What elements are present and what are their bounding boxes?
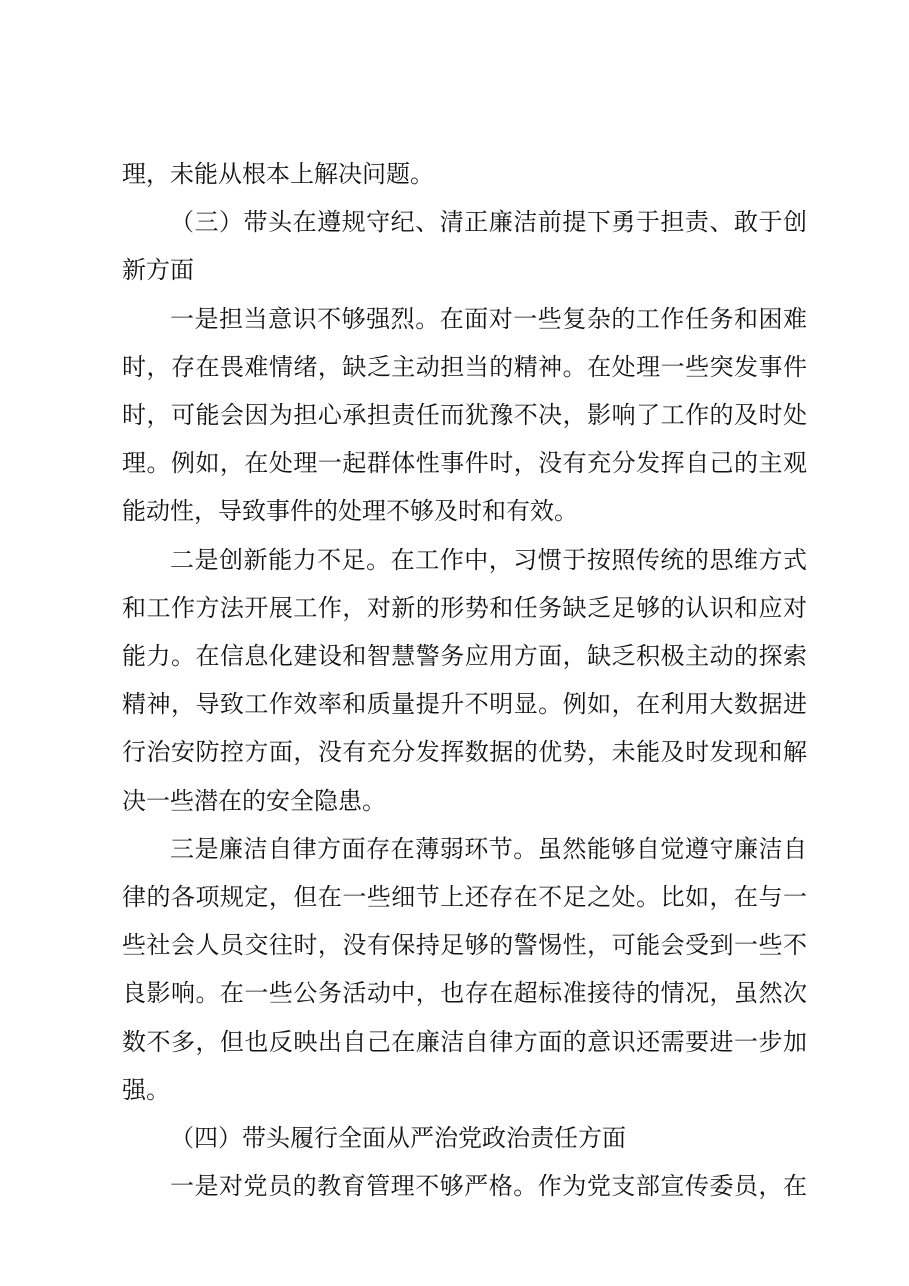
body-paragraph: 三是廉洁自律方面存在薄弱环节。虽然能够自觉遵守廉洁自律的各项规定，但在一些细节上还存在不足之处。比如，在与一些社会人员交往时，没有保持足够的警惕性，可能会受到一些不良影响。在一些公务活动中，也存在超标准接待的情况，虽然次数不多，但也反映出自己在廉洁自律方面的意识还需要进一步加强。 [122, 834, 807, 1104]
body-paragraph: 二是创新能力不足。在工作中，习惯于按照传统的思维方式和工作方法开展工作，对新的形势和任务缺乏足够的认识和应对能力。在信息化建设和智慧警务应用方面，缺乏积极主动的探索精神，导致工作效率和质量提升不明显。例如，在利用大数据进行治安防控方面，没有充分发挥数据的优势，未能及时发现和解决一些潜在的安全隐患。 [122, 545, 807, 815]
document-body [122, 150, 807, 1210]
continuation-paragraph: 理，未能从根本上解决问题。 [122, 160, 434, 188]
section-heading-4: （四）带头履行全面从严治党政治责任方面 [170, 1124, 626, 1153]
body-paragraph: 一是担当意识不够强烈。在面对一些复杂的工作任务和困难时，存在畏难情绪，缺乏主动担当的精神。在处理一些突发事件时，可能会因为担心承担责任而犹豫不决，影响了工作的及时处理。例如，在处理一起群体性事件时，没有充分发挥自己的主观能动性，导致事件的处理不够及时和有效。 [122, 304, 807, 526]
section-heading-3: （三）带头在遵规守纪、清正廉洁前提下勇于担责、敢于创新方面 [122, 208, 807, 285]
body-paragraph: 一是对党员的教育管理不够严格。作为党支部宣传委员，在 [170, 1172, 807, 1201]
